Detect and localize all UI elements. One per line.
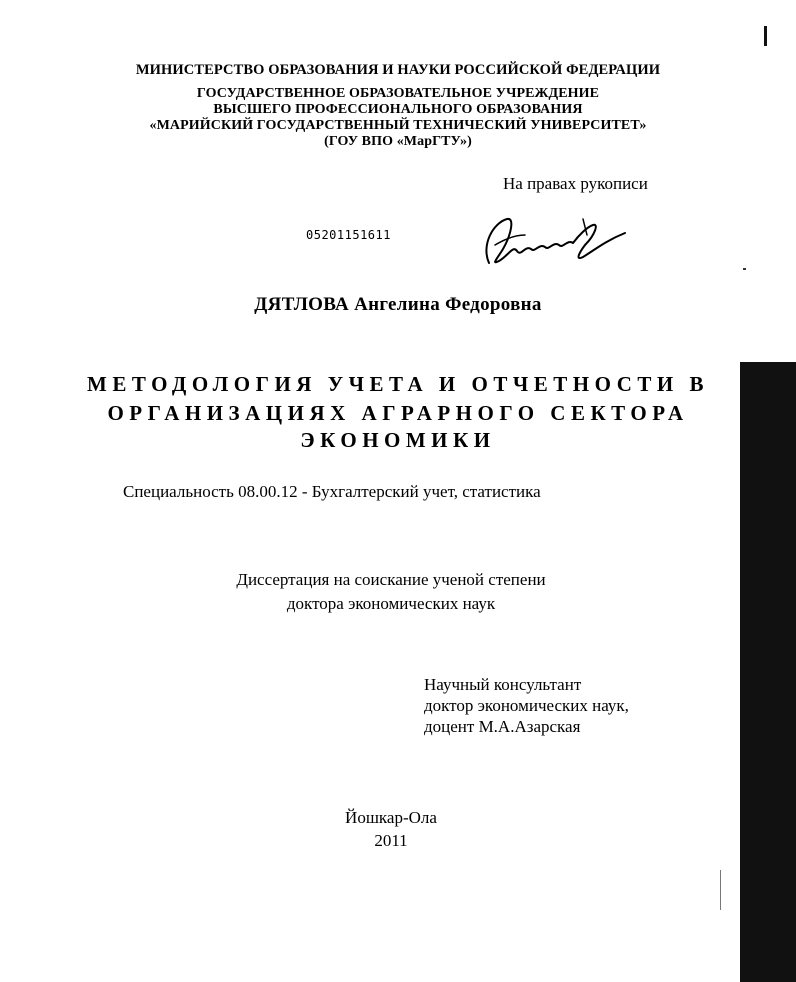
signature-image xyxy=(475,205,640,275)
city: Йошкар-Ола xyxy=(345,808,437,827)
title-line-2: ОРГАНИЗАЦИЯХ АГРАРНОГО СЕКТОРА xyxy=(107,401,689,425)
catalog-number: 05201151611 xyxy=(306,228,391,242)
specialty: Специальность 08.00.12 - Бухгалтерский учет, статистика xyxy=(123,482,541,501)
title-line-1: МЕТОДОЛОГИЯ УЧЕТА И ОТЧЕТНОСТИ В xyxy=(87,372,709,396)
institution-line-3: «МАРИЙСКИЙ ГОСУДАРСТВЕННЫЙ ТЕХНИЧЕСКИЙ УНИВЕРСИТЕТ» xyxy=(149,118,647,133)
ministry-header: МИНИСТЕРСТВО ОБРАЗОВАНИЯ И НАУКИ РОССИЙСКОЙ ФЕДЕРАЦИИ xyxy=(135,62,661,78)
scan-edge-shadow xyxy=(740,362,796,982)
author-name: ДЯТЛОВА Ангелина Федоровна xyxy=(254,294,542,315)
scan-mark-top xyxy=(764,26,767,46)
advisor-degree: доктор экономических наук, xyxy=(424,696,629,715)
year: 2011 xyxy=(374,831,408,850)
advisor-title: Научный консультант xyxy=(424,675,582,694)
advisor-name: доцент М.А.Азарская xyxy=(424,717,581,736)
institution-line-2: ВЫСШЕГО ПРОФЕССИОНАЛЬНОГО ОБРАЗОВАНИЯ xyxy=(213,102,583,117)
manuscript-note: На правах рукописи xyxy=(503,174,648,193)
institution-abbreviation: (ГОУ ВПО «МарГТУ») xyxy=(324,134,472,149)
institution-line-1: ГОСУДАРСТВЕННОЕ ОБРАЗОВАТЕЛЬНОЕ УЧРЕЖДЕНИЕ xyxy=(196,86,600,101)
scan-line-bottom xyxy=(720,870,721,910)
dissertation-line-2: доктора экономических наук xyxy=(286,594,496,613)
scan-dot xyxy=(743,268,746,270)
dissertation-line-1: Диссертация на соискание ученой степени xyxy=(236,570,546,589)
title-line-3: ЭКОНОМИКИ xyxy=(300,428,496,452)
